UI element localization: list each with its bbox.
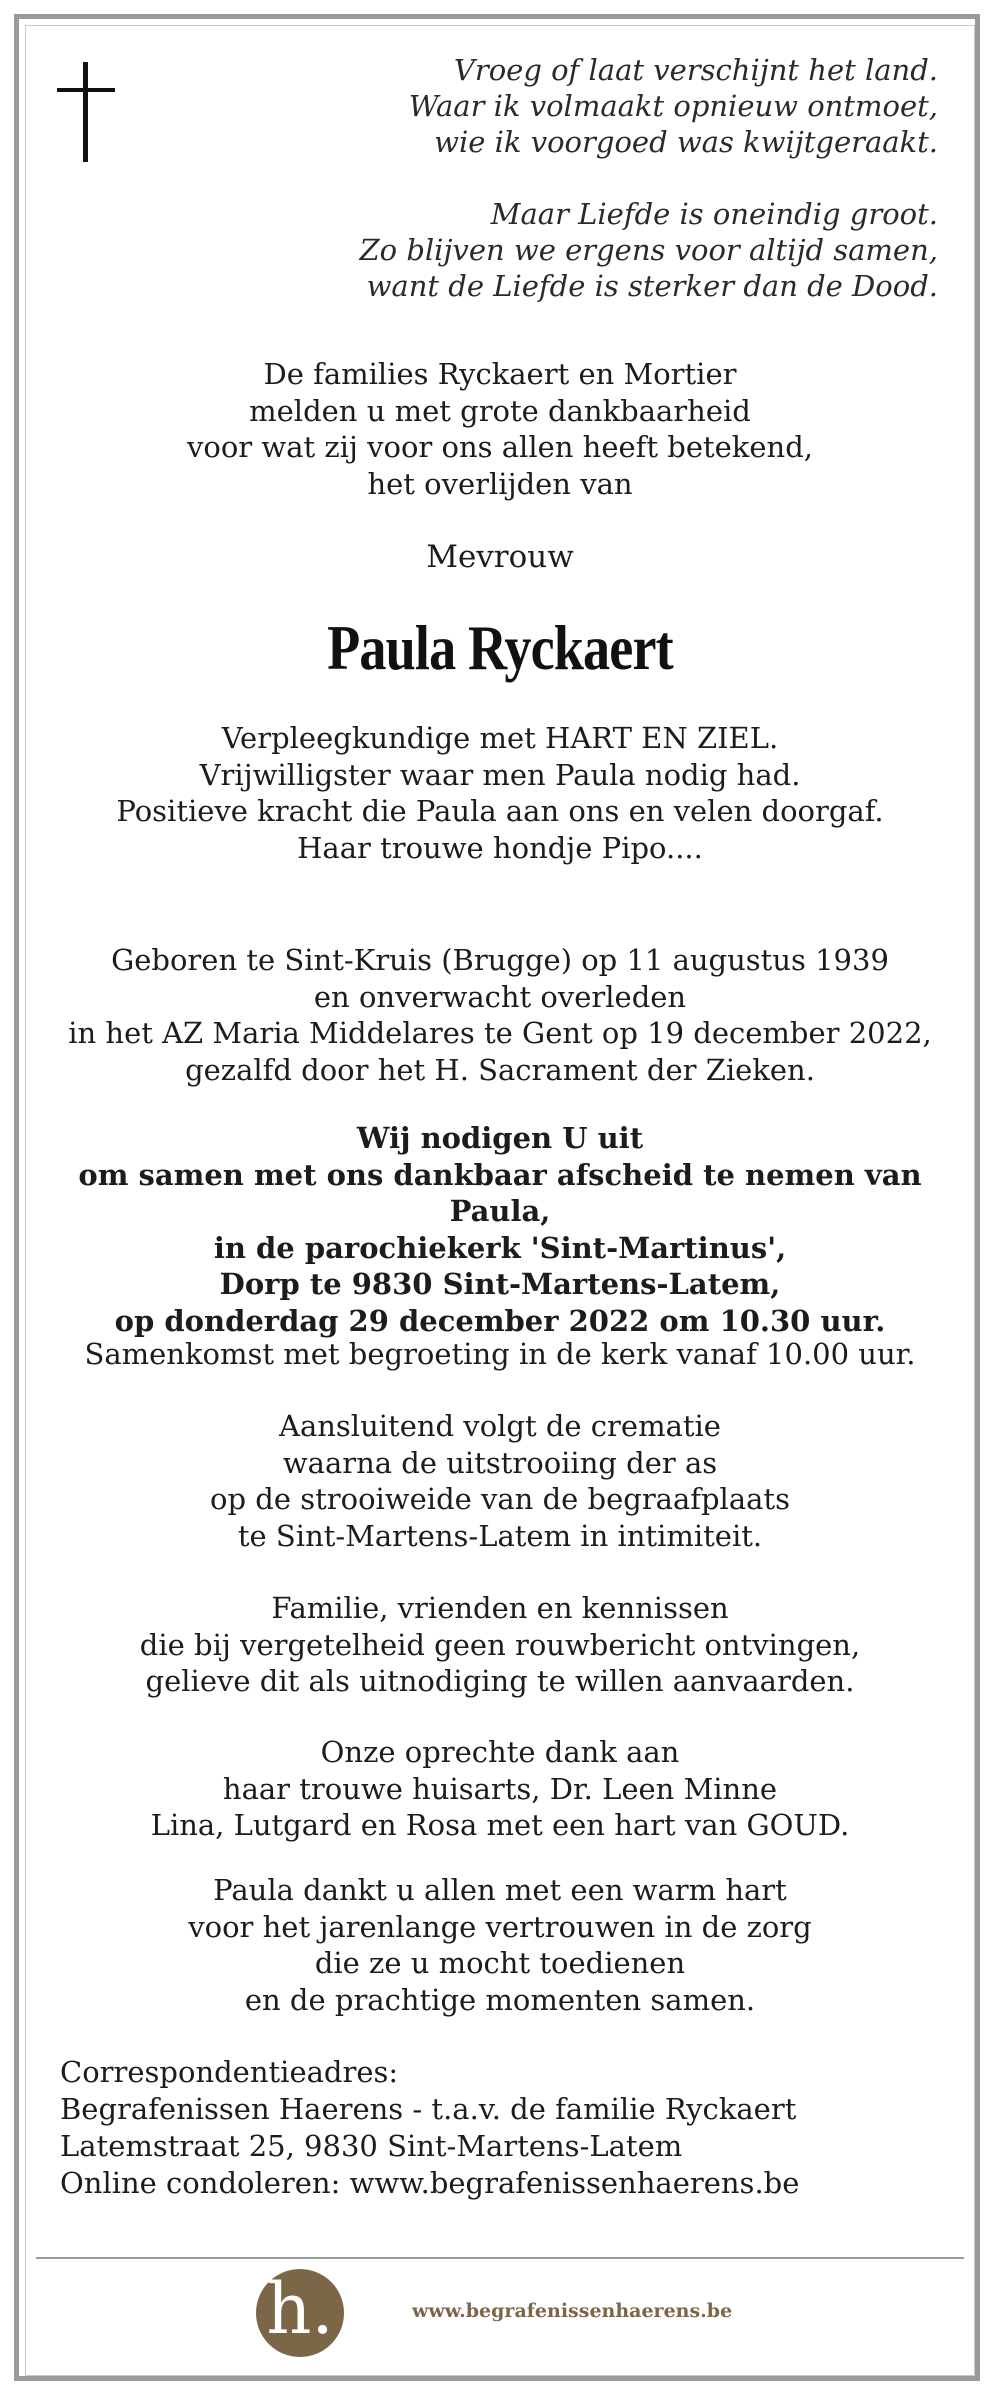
poem-line: Maar Liefde is oneindig groot. xyxy=(490,197,938,231)
birth-death-line: gezalfd door het H. Sacrament der Zieken. xyxy=(185,1052,815,1087)
footer-divider xyxy=(36,2257,964,2259)
logo-text: h. xyxy=(266,2268,334,2350)
correspondence-address xyxy=(60,2054,799,2202)
deceased-name: Paula Ryckaert xyxy=(327,613,673,683)
thanks-text xyxy=(30,1734,970,1844)
birth-death-line: in het AZ Maria Middelares te Gent op 19 december 2022, xyxy=(68,1016,932,1050)
poem-line: Waar ik volmaakt opnieuw ontmoet, xyxy=(408,89,938,123)
family-note-line: Familie, vrienden en kennissen xyxy=(271,1591,729,1625)
poem-line: Zo blijven we ergens voor altijd samen, xyxy=(359,233,938,267)
family-note-line: gelieve dit als uitnodiging te willen aanvaarden. xyxy=(145,1664,855,1698)
closing-line: en de prachtige momenten samen. xyxy=(244,1982,756,2017)
tribute-line: Verpleegkundige met HART EN ZIEL. xyxy=(221,721,779,755)
correspondence-line: Correspondentieadres: xyxy=(60,2055,399,2089)
salutation: Mevrouw xyxy=(426,539,574,575)
gathering-text: Samenkomst met begroeting in de kerk vanaf 10.00 uur. xyxy=(84,1337,916,1371)
thanks-line: haar trouwe huisarts, Dr. Leen Minne xyxy=(222,1771,778,1806)
poem-stanza-2 xyxy=(298,196,938,304)
intro-line: De families Ryckaert en Mortier xyxy=(263,357,737,391)
invitation-text xyxy=(30,1120,970,1339)
intro-text xyxy=(30,356,970,502)
invitation-line: om samen met ons dankbaar afscheid te nemen van Paula, xyxy=(78,1157,922,1228)
closing-line: Paula dankt u allen met een warm hart xyxy=(213,1873,787,1907)
thanks-line: Onze oprechte dank aan xyxy=(320,1735,680,1769)
website-link[interactable]: www.begrafenissenhaerens.be xyxy=(412,2300,733,2322)
cremation-line: Aansluitend volgt de crematie xyxy=(279,1409,721,1443)
poem-stanza-1 xyxy=(298,52,938,160)
closing-line: voor het jarenlange vertrouwen in de zorg xyxy=(188,1909,812,1944)
cremation-line: op de strooiweide van de begraafplaats xyxy=(210,1482,790,1516)
closing-text xyxy=(30,1872,970,2018)
poem-line: want de Liefde is sterker dan de Dood. xyxy=(366,269,938,303)
invitation-line: op donderdag 29 december 2022 om 10.30 uur. xyxy=(114,1303,886,1338)
correspondence-line: Latemstraat 25, 9830 Sint-Martens-Latem xyxy=(60,2129,683,2163)
poem-line: Vroeg of laat verschijnt het land. xyxy=(453,53,938,87)
family-note-line: die bij vergetelheid geen rouwbericht ontvingen, xyxy=(139,1627,861,1662)
invitation-line: Wij nodigen U uit xyxy=(356,1121,644,1155)
intro-line: melden u met grote dankbaarheid xyxy=(249,393,751,428)
birth-death-line: Geboren te Sint-Kruis (Brugge) op 11 augustus 1939 xyxy=(111,943,889,977)
birth-death-line: en onverwacht overleden xyxy=(313,979,687,1014)
correspondence-line: Begrafenissen Haerens - t.a.v. de familie Ryckaert xyxy=(60,2092,797,2126)
closing-line: die ze u mocht toedienen xyxy=(314,1946,686,1980)
cross-icon xyxy=(57,62,115,162)
thanks-line: Lina, Lutgard en Rosa met een hart van GOUD. xyxy=(150,1808,850,1842)
invitation-line: in de parochiekerk 'Sint-Martinus', xyxy=(213,1230,787,1265)
birth-death-text xyxy=(30,942,970,1088)
family-note-text xyxy=(30,1590,970,1700)
invitation-line: Dorp te 9830 Sint-Martens-Latem, xyxy=(219,1267,781,1301)
poem xyxy=(298,52,938,340)
intro-line: het overlijden van xyxy=(367,466,633,501)
poem-line: wie ik voorgoed was kwijtgeraakt. xyxy=(434,125,938,159)
tribute-text xyxy=(30,720,970,866)
intro-line: voor wat zij voor ons allen heeft betekend, xyxy=(187,430,813,464)
tribute-line: Vrijwilligster waar men Paula nodig had. xyxy=(199,757,801,792)
tribute-line: Positieve kracht die Paula aan ons en velen doorgaf. xyxy=(116,794,884,828)
cremation-line: te Sint-Martens-Latem in intimiteit. xyxy=(237,1518,763,1553)
correspondence-line: Online condoleren: www.begrafenissenhaerens.be xyxy=(60,2166,800,2200)
tribute-line: Haar trouwe hondje Pipo.... xyxy=(297,830,703,865)
cremation-text xyxy=(30,1408,970,1554)
cremation-line: waarna de uitstrooiing der as xyxy=(282,1445,718,1480)
funeral-home-logo[interactable] xyxy=(256,2269,344,2357)
